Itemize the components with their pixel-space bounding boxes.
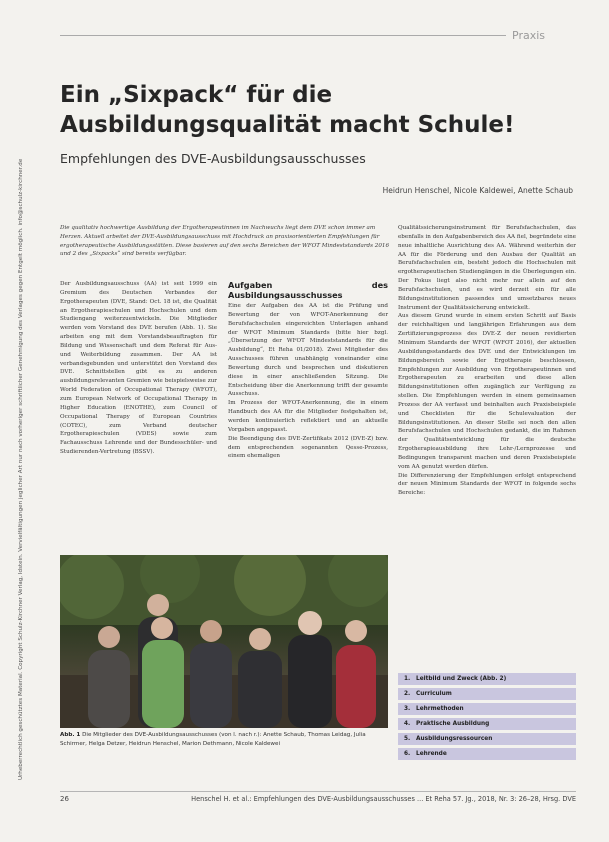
item-label: Curriculum (416, 691, 452, 697)
article-lead: Die qualitativ hochwertige Ausbildung der Ergotherapeutinnen im Nachwuchs liegt dem DVE schon immer am Herzen. Aktuell arbeitet der DVE-Ausbildungsausschuss mit Hochdruck an praxisorientierten Empfehlungen für ergotherapeutische Ausbildungsstätten. Diese basieren auf den sechs Bereichen der WFOT Mindeststandards 2016 und 2 des „Sixpacks“ sind bereits verfügbar. (60, 225, 390, 258)
paragraph: Eine der Aufgaben des AA ist die Prüfung und Bewertung der von WFOT-Anerkennung der Berufsfachschulen eingereichten Unterlagen anhand der WFOT Minimum Standards (bitte hier bzgl. „Übersetzung der WFOT Mindeststandards für die Ausbildung“, Et Reha 01/2018). Zwei Mitglieder des Ausschusses führen unabhängig voneinander eine Bewertung durch und besprechen und diskutieren diese in einer anschließenden Sitzung. Die Entscheidung über die Anerkennung trifft der gesamte Ausschuss. (228, 303, 388, 398)
caption-label: Abb. 1 (60, 732, 81, 738)
section-label: Praxis (506, 29, 551, 42)
item-number: 5. (404, 736, 411, 742)
header-rule (60, 35, 550, 36)
item-label: Leitbild und Zweck (Abb. 2) (416, 676, 507, 682)
list-item (398, 718, 576, 730)
paragraph: Aus diesem Grund wurde in einem ersten Schritt auf Basis der reichhaltigen und langjährigen Erfahrungen aus dem Zertifizierungsprozess des DVE-Z der neuen revidierten Minimum Standards der WFOT (WFOT 2016), der aktuellen Ausbildungsstandards des DVE und der Entwicklungen im Bildungsbereich sowie der Ergotherapie beschlossen, Empfehlungen zur Ausbildung von Ergotherapeutinnen und Ergotherapeuten zu erarbeiten und diese allen Bildungsinstitutionen offen zugänglich zur Verfügung zu stellen. Die Empfehlungen werden in einem gemeinsamen Prozess der AA verfasst und beinhalten auch Praxisbeispiele und Checklisten für die Schulevaluation der Bildungsinstitutionen. An dieser Stelle sei noch den allen Berufsfachschulen und Hochschulen gedankt, die im Rahmen der Qualitätsentwicklung für die deutsche Ergotherapieausbildung ihre Lehr-/Lernprozesse und Bedingungen transparent machen und deren Praxisbeispiele vom AA genutzt werden dürfen. (398, 313, 576, 470)
item-number: 1. (404, 676, 411, 682)
item-number: 6. (404, 751, 411, 757)
item-label: Lehrende (416, 751, 447, 757)
paragraph: Die Differenzierung der Empfehlungen erfolgt entsprechend der neuen Minimum Standards der WFOT in folgende sechs Bereiche: (398, 472, 576, 497)
item-number: 4. (404, 721, 411, 727)
group-photo (60, 555, 388, 728)
item-label: Praktische Ausbildung (416, 721, 490, 727)
paragraph: Qualitätssicherungsinstrument für Berufsfachschulen, das ebenfalls in den Aufgabenbereich des AA fiel, begründete eine neue inhaltliche Ausrichtung des AA. Während weiterhin der AA für die Förderung und den Ausbau der Qualität an Berufsfachschulen ein, besteht jedoch die Hochschulen mit ergotherapeutischen Studiengängen in die Überlegungen ein. Der Fokus liegt also nicht mehr nur allein auf den Berufsfachschulen, und es wird derzeit ein für alle Bildungsinstitutionen passendes und umsetzbares neues Instrument der Qualitätssicherung entwickelt. (398, 225, 576, 311)
copyright-notice-text: Urheberrechtlich geschütztes Material. Copyright Schulz-Kirchner Verlag, Idstein. Vervielfältigungen jeglicher Art nur nach vorheriger schriftlicher Genehmigung des Verlages gegen Entgelt möglich. info@schulz-kirchner.de (18, 158, 24, 780)
article-subtitle: Empfehlungen des DVE-Ausbildungsausschusses (60, 151, 366, 166)
item-number: 2. (404, 691, 411, 697)
item-number: 3. (404, 706, 411, 712)
column-2 (228, 280, 388, 461)
sixpack-list (398, 673, 576, 763)
paragraph: Der Ausbildungsausschuss (AA) ist seit 1999 ein Gremium des Deutschen Verbandes der Ergotherapeuten (DVE, Stand: Oct. 18 ist, die Qualität an Ergotherapieschulen und Hochschulen und dem Studiengang weiterzuentwickeln. Die Mitglieder werden vom Vorstand des DVE berufen (Abb. 1). Sie arbeiten eng mit dem Vorstandsbeauftragten für Bildung und Wissenschaft und dem Referat für Aus- und Weiterbildung zusammen. Der AA ist verbandsgebunden und unterstützt den Vorstand des DVE. Schnittstellen gibt es zu anderen ausbildungsrelevanten Gremien wie beispielsweise zur World Federation of Occupational Therapy (WFOT), zum European Network of Occupational Therapy in Higher Education (ENOTHE), zum Council of Occupational Therapy of European Countries (COTEC), zum Verband deutscher Ergotherapieschulen (VDES) sowie zum Fachausschuss Lehrende und der Bundesschüler- und Studierenden-Vertretung (BSSV). (60, 281, 217, 456)
list-item (398, 703, 576, 715)
column-1 (60, 280, 217, 457)
list-item (398, 688, 576, 700)
list-item (398, 673, 576, 685)
footer-rule (60, 791, 576, 792)
column-3 (398, 224, 576, 498)
group-photo-illustration (60, 555, 388, 728)
article-authors: Heidrun Henschel, Nicole Kaldewei, Anette Schaub (382, 186, 573, 195)
figure-caption (60, 731, 388, 748)
item-label: Lehrmethoden (416, 706, 464, 712)
list-item (398, 733, 576, 745)
copyright-notice (18, 60, 30, 780)
caption-text: Die Mitglieder des DVE-Ausbildungsausschusses (von l. nach r.): Anette Schaub, Thomas Leidag, Julia Schirmer, Helga Detzer, Heidrun Henschel, Marion Dethmann, Nicole Kaldewei (60, 732, 366, 747)
item-label: Ausbildungsressourcen (416, 736, 493, 742)
page-number: 26 (60, 795, 69, 803)
paragraph: Im Prozess der WFOT-Anerkennung, die in einem Handbuch des AA für die Mitglieder festgehalten ist, werden kontinuierlich reflektiert und an aktuelle Vorgaben angepasst. (228, 400, 388, 433)
paragraph: Die Beendigung des DVE-Zertifikats 2012 (DVE-Z) bzw. dem entsprechenden sogenannten Qesse-Prozess, einem ehemaligen (228, 435, 388, 460)
section-heading: Aufgaben des Ausbildungsausschusses (228, 280, 388, 300)
footer-citation: Henschel H. et al.: Empfehlungen des DVE-Ausbildungsausschusses ... Et Reha 57. Jg., 2018, Nr. 3: 26–28, Hrsg. DVE (191, 795, 576, 803)
list-item (398, 748, 576, 760)
article-title: Ein „Sixpack“ für die Ausbildungsqualität macht Schule! (60, 82, 515, 138)
